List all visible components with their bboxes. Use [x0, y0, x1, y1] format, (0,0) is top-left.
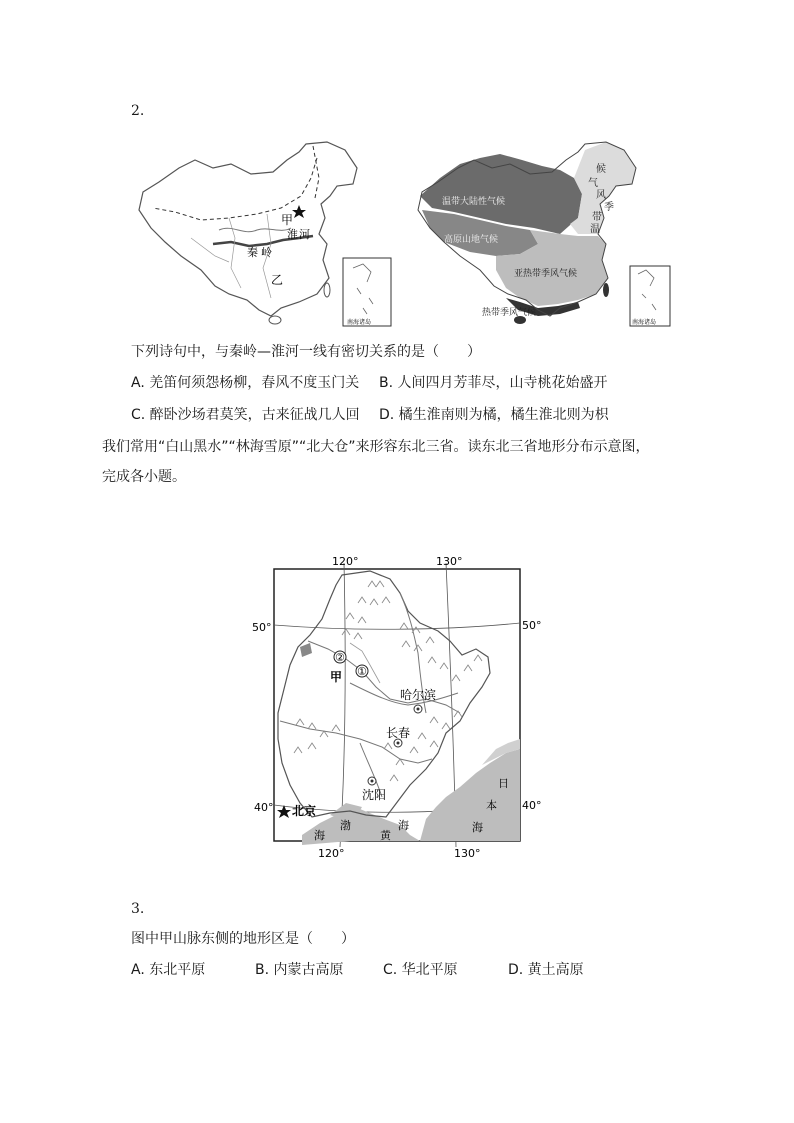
- label-changchun: 长春: [386, 726, 411, 740]
- question-3-option-a[interactable]: A. 东北平原: [131, 962, 206, 978]
- label-hou: 候: [596, 164, 606, 175]
- label-qin: 秦: [247, 246, 258, 259]
- question-3-option-b[interactable]: B. 内蒙古高原: [255, 962, 344, 978]
- intro-line-1: 我们常用“白山黑水”“林海雪原”“北大仓”来形容东北三省。读东北三省地形分布示意图，: [102, 439, 650, 455]
- question-2-number: 2.: [131, 103, 145, 119]
- label-huang: 黄: [380, 829, 391, 842]
- qinling-huaihe-map-graphic: [131, 138, 393, 330]
- label-beijing: 北京: [292, 804, 317, 818]
- question-2-option-d[interactable]: D. 橘生淮南则为橘，橘生淮北则为枳: [379, 407, 609, 423]
- question-3-number: 3.: [131, 901, 145, 917]
- label-dai: 带: [592, 212, 602, 223]
- lat-left-50: 50°: [252, 621, 272, 634]
- marker-circle-1: ①: [357, 665, 367, 678]
- lon-top-120: 120°: [332, 555, 359, 568]
- question-2-option-c[interactable]: C. 醉卧沙场君莫笑，古来征战几人回: [131, 407, 360, 423]
- label-jia: 甲: [281, 213, 294, 227]
- inset-label-right: 南海诸岛: [632, 319, 657, 326]
- label-bo: 渤: [340, 819, 351, 832]
- label-hai-huanghai: 海: [398, 819, 409, 832]
- lat-left-40: 40°: [254, 801, 274, 814]
- lon-top-130: 130°: [436, 555, 463, 568]
- label-ling: 岭: [261, 246, 272, 259]
- label-tropical-monsoon: 热带季风气候: [482, 308, 537, 318]
- northeast-terrain-map: [250, 553, 550, 863]
- intro-line-2: 完成各小题。: [102, 469, 186, 485]
- label-wen: 温: [590, 224, 600, 235]
- question-3-text: 图中甲山脉东侧的地形区是（ ）: [131, 931, 355, 947]
- question-2-option-b[interactable]: B. 人间四月芳菲尽，山寺桃花始盛开: [379, 375, 608, 391]
- label-hai-riben: 海: [472, 821, 483, 834]
- marker-circle-2: ②: [335, 651, 345, 664]
- lat-right-50: 50°: [522, 619, 542, 632]
- question-2-option-a[interactable]: A. 羌笛何须怨杨柳，春风不度玉门关: [131, 375, 360, 391]
- label-yi: 乙: [271, 273, 284, 287]
- label-qi: 气: [588, 178, 598, 189]
- northeast-terrain-map-graphic: [250, 553, 550, 863]
- label-hai-bohai: 海: [314, 829, 325, 842]
- lat-right-40: 40°: [522, 799, 542, 812]
- label-feng: 风: [596, 190, 606, 201]
- question-3-option-c[interactable]: C. 华北平原: [383, 962, 458, 978]
- label-he: 河: [299, 228, 310, 241]
- climate-types-map-graphic: [410, 138, 672, 330]
- inset-label-left: 南海诸岛: [347, 319, 372, 326]
- lon-bottom-130: 130°: [454, 847, 481, 860]
- label-huai: 淮: [287, 228, 298, 241]
- label-ben: 本: [486, 799, 497, 812]
- label-harbin: 哈尔滨: [400, 688, 437, 702]
- climate-types-map: [410, 138, 672, 330]
- label-shenyang: 沈阳: [362, 788, 387, 802]
- qinling-huaihe-map: [131, 138, 393, 330]
- label-subtropical-monsoon: 亚热带季风气候: [514, 269, 578, 279]
- label-ji: 季: [604, 202, 614, 213]
- lon-bottom-120: 120°: [318, 847, 345, 860]
- label-plateau-mountain: 高原山地气候: [444, 235, 499, 245]
- label-ri: 日: [498, 777, 509, 790]
- label-temperate-continental: 温带大陆性气候: [442, 197, 506, 207]
- label-jia-mountain: 甲: [330, 670, 343, 684]
- question-2-text: 下列诗句中，与秦岭—淮河一线有密切关系的是（ ）: [131, 344, 481, 360]
- question-3-option-d[interactable]: D. 黄土高原: [508, 962, 584, 978]
